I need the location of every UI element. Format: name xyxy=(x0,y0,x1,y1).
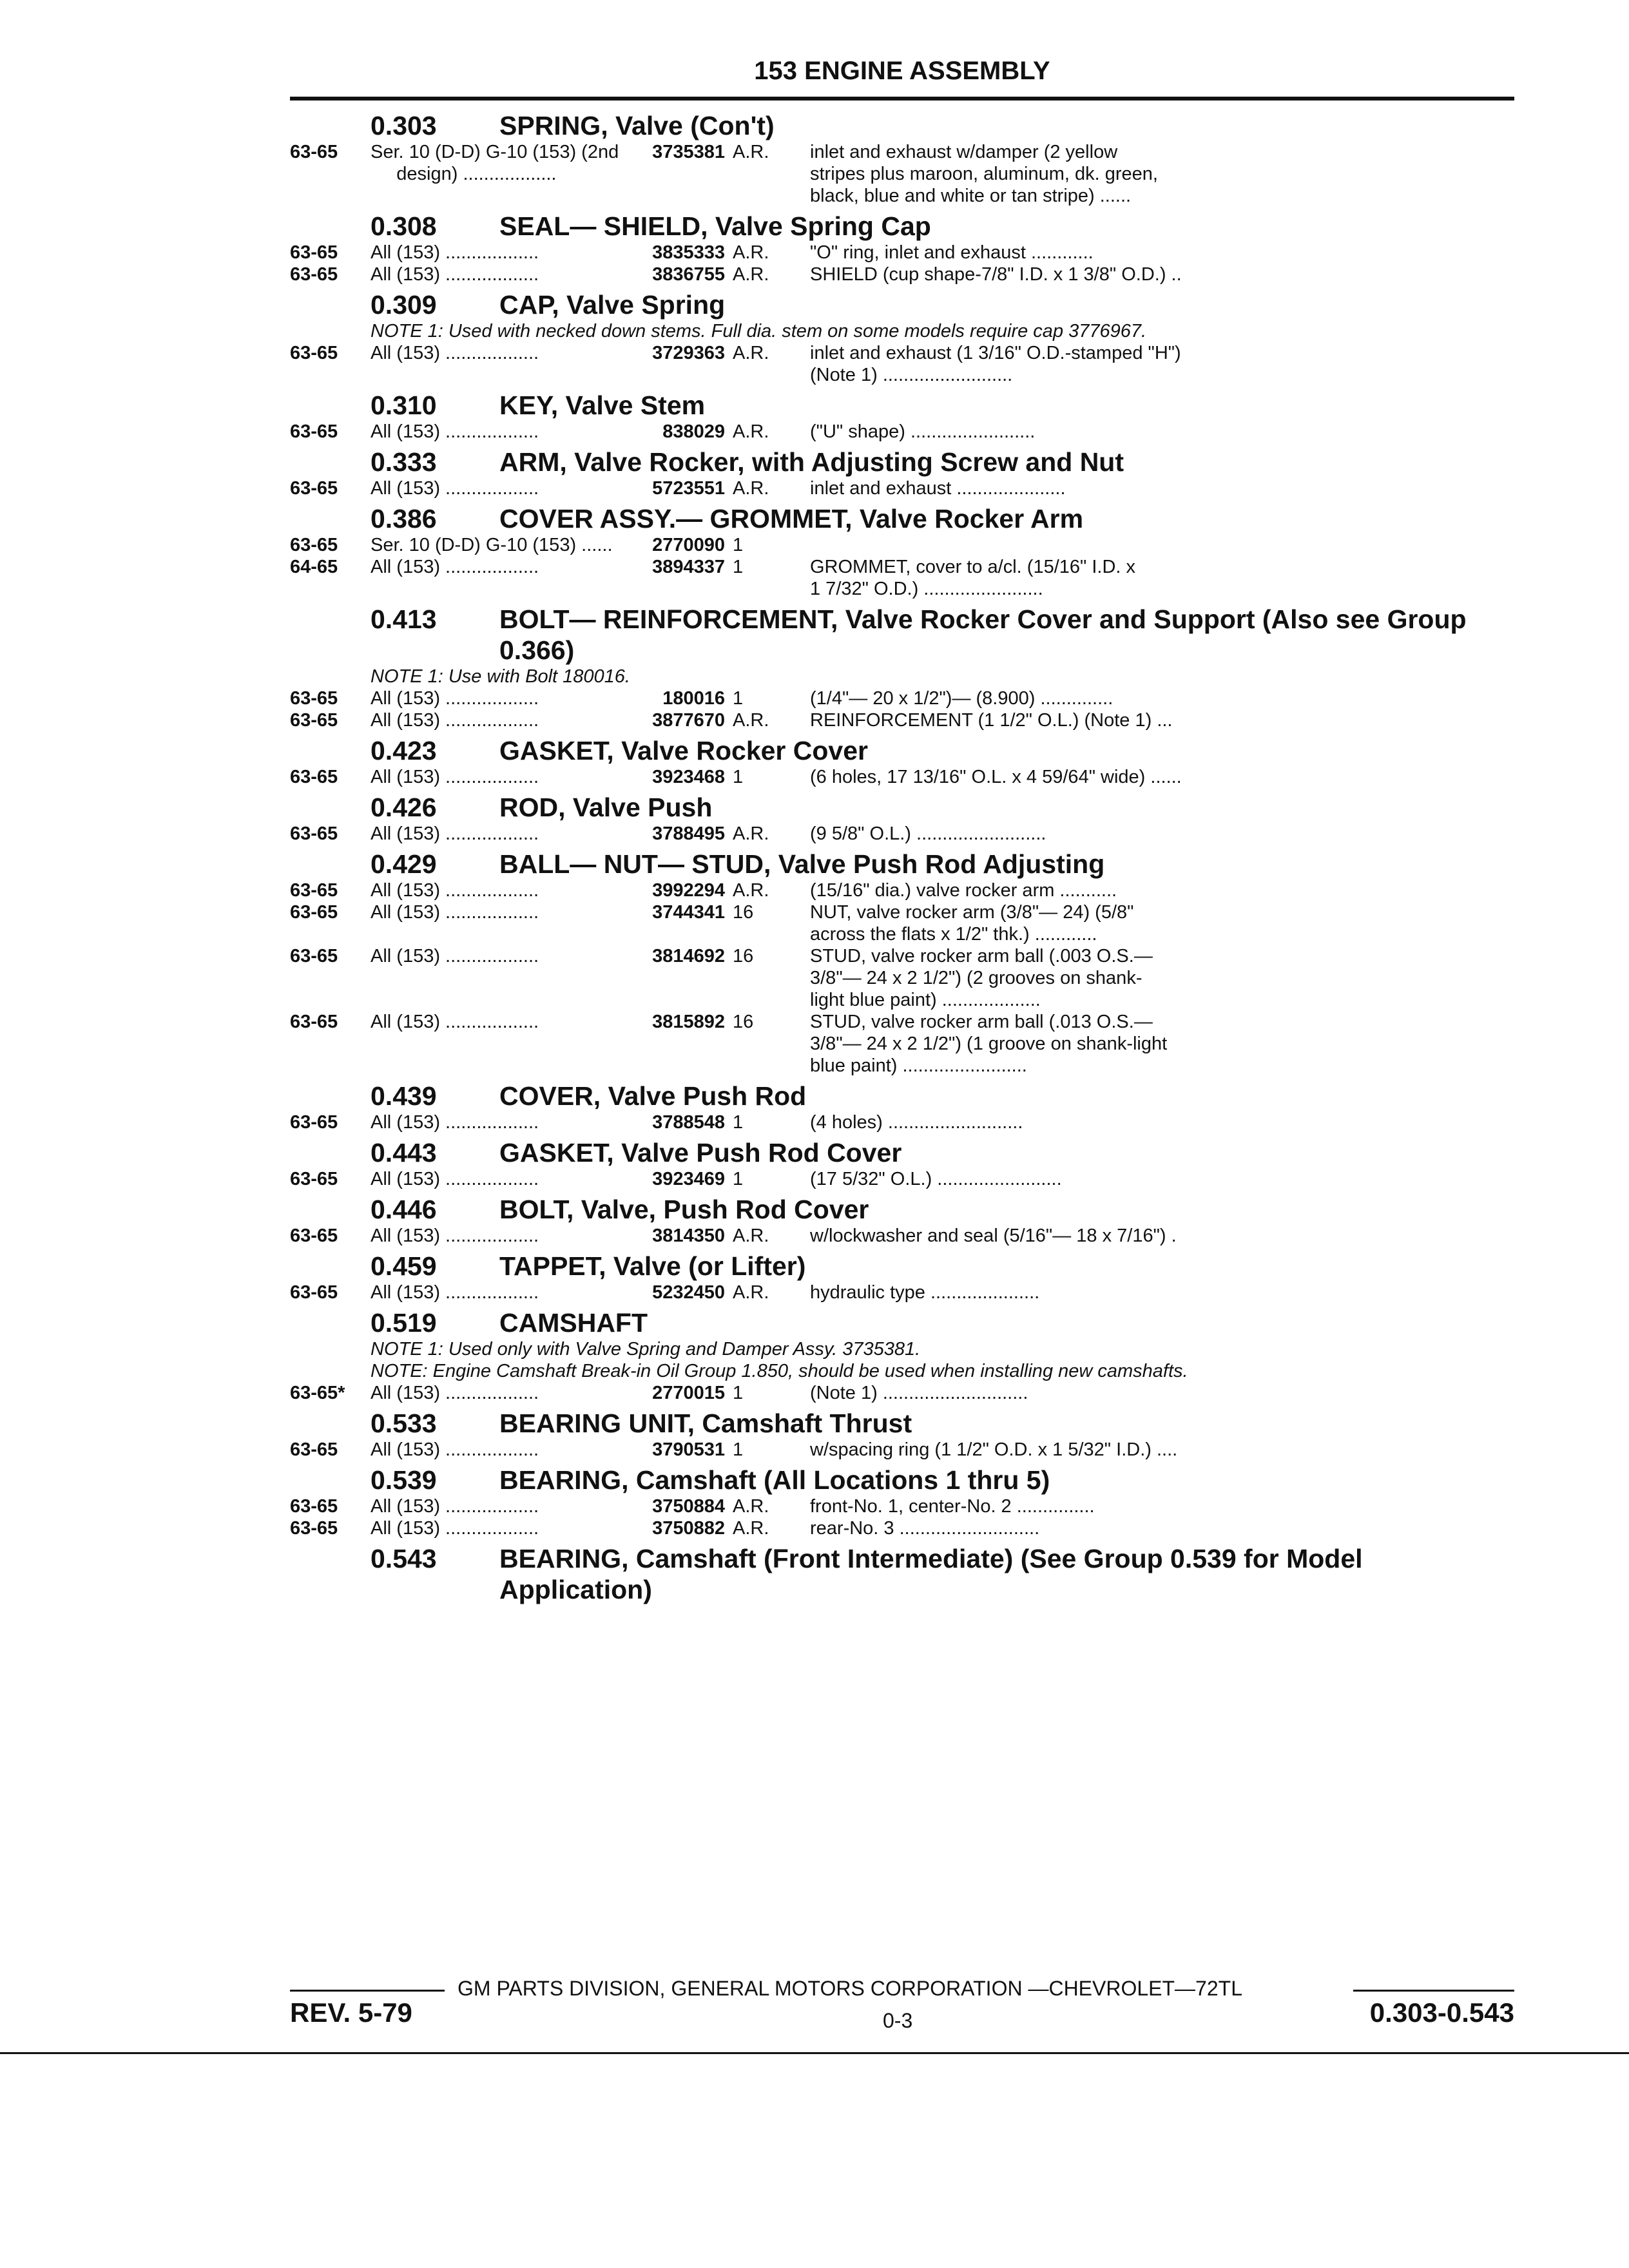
application: All (153) .................. xyxy=(371,1012,539,1032)
group-heading xyxy=(290,211,1514,242)
group-number: 0.303 xyxy=(371,111,437,140)
part-row xyxy=(290,1495,1514,1517)
group-heading xyxy=(290,792,1514,823)
part-number: 3735381 xyxy=(652,142,725,162)
part-row xyxy=(290,945,1514,1011)
part-number: 3877670 xyxy=(652,710,725,731)
part-row xyxy=(290,901,1514,945)
description: REINFORCEMENT (1 1/2" O.L.) (Note 1) ... xyxy=(810,710,1173,731)
group-title: CAMSHAFT xyxy=(499,1308,648,1338)
part-group xyxy=(290,1408,1514,1461)
model-years: 63-65 xyxy=(290,535,338,555)
application: All (153) .................. xyxy=(371,902,539,923)
description: inlet and exhaust ..................... xyxy=(810,478,1066,499)
part-row xyxy=(290,1382,1514,1404)
model-years: 63-65 xyxy=(290,1282,338,1303)
group-heading xyxy=(290,735,1514,766)
group-title: BEARING, Camshaft (All Locations 1 thru 5) xyxy=(499,1465,1050,1495)
part-row xyxy=(290,879,1514,901)
quantity: 1 xyxy=(733,688,744,709)
part-row xyxy=(290,1225,1514,1247)
part-row xyxy=(290,534,1514,556)
description: SHIELD (cup shape-7/8" I.D. x 1 3/8" O.D.) .. xyxy=(810,264,1182,285)
part-group xyxy=(290,503,1514,600)
description: front-No. 1, center-No. 2 ............... xyxy=(810,1496,1095,1517)
application: All (153) .................. xyxy=(371,478,539,499)
model-years: 64-65 xyxy=(290,557,338,577)
group-note: NOTE 1: Use with Bolt 180016. xyxy=(371,666,630,687)
model-years: 63-65 xyxy=(290,242,338,263)
group-note: NOTE 1: Used with necked down stems. Full dia. stem on some models require cap 3776967. xyxy=(371,321,1147,341)
part-number: 5723551 xyxy=(652,478,725,499)
application: Ser. 10 (D-D) G-10 (153) ...... xyxy=(371,535,613,555)
group-heading xyxy=(290,289,1514,320)
group-title: BOLT— REINFORCEMENT, Valve Rocker Cover and Support (Also see Group 0.366) xyxy=(499,604,1467,665)
group-number: 0.539 xyxy=(371,1465,437,1495)
application: All (153) .................. xyxy=(371,242,539,263)
part-group xyxy=(290,390,1514,443)
application: All (153) .................. xyxy=(371,767,539,787)
application: All (153) .................. xyxy=(371,1496,539,1517)
part-number: 3750884 xyxy=(652,1496,725,1517)
application: All (153) .................. xyxy=(371,1518,539,1539)
part-number: 3835333 xyxy=(652,242,725,263)
group-number: 0.519 xyxy=(371,1308,437,1338)
quantity: A.R. xyxy=(733,478,769,499)
bottom-rule xyxy=(0,2052,1629,2054)
group-title: COVER, Valve Push Rod xyxy=(499,1081,807,1111)
model-years: 63-65 xyxy=(290,880,338,901)
description: (9 5/8" O.L.) ......................... xyxy=(810,823,1046,844)
part-number: 3992294 xyxy=(652,880,725,901)
description: w/spacing ring (1 1/2" O.D. x 1 5/32" I.D.) .... xyxy=(810,1439,1178,1460)
group-number: 0.443 xyxy=(371,1138,437,1168)
model-years: 63-65* xyxy=(290,1383,345,1403)
part-group xyxy=(290,792,1514,845)
model-years: 63-65 xyxy=(290,946,338,966)
part-row xyxy=(290,141,1514,207)
description: "O" ring, inlet and exhaust ............ xyxy=(810,242,1094,263)
quantity: 16 xyxy=(733,902,754,923)
description: (4 holes) .......................... xyxy=(810,1112,1023,1133)
model-years: 63-65 xyxy=(290,478,338,499)
group-number: 0.413 xyxy=(371,604,437,634)
application: All (153) .................. xyxy=(371,880,539,901)
group-number: 0.309 xyxy=(371,290,437,320)
group-title: TAPPET, Valve (or Lifter) xyxy=(499,1251,806,1281)
quantity: 16 xyxy=(733,1012,754,1032)
group-title: KEY, Valve Stem xyxy=(499,390,706,420)
description: NUT, valve rocker arm (3/8"— 24) (5/8" across the flats x 1/2" thk.) ............ xyxy=(810,902,1134,945)
quantity: A.R. xyxy=(733,1225,769,1246)
part-row xyxy=(290,766,1514,788)
quantity: A.R. xyxy=(733,242,769,263)
application: All (153) .................. xyxy=(371,688,539,709)
part-number: 3814692 xyxy=(652,946,725,966)
part-group xyxy=(290,1543,1514,1605)
group-heading xyxy=(290,503,1514,534)
group-heading xyxy=(290,604,1514,666)
description: GROMMET, cover to a/cl. (15/16" I.D. x 1 7/32" O.D.) ....................... xyxy=(810,557,1136,599)
group-title: CAP, Valve Spring xyxy=(499,290,726,320)
part-group xyxy=(290,1137,1514,1190)
footer-rule-left xyxy=(290,1990,445,1992)
part-row xyxy=(290,709,1514,731)
model-years: 63-65 xyxy=(290,1225,338,1246)
application: All (153) .................. xyxy=(371,823,539,844)
model-years: 63-65 xyxy=(290,264,338,285)
application: All (153) .................. xyxy=(371,1112,539,1133)
part-group xyxy=(290,604,1514,731)
group-title: SEAL— SHIELD, Valve Spring Cap xyxy=(499,211,931,241)
description: (1/4"— 20 x 1/2")— (8.900) .............. xyxy=(810,688,1113,709)
part-row xyxy=(290,1282,1514,1303)
model-years: 63-65 xyxy=(290,1496,338,1517)
group-number: 0.446 xyxy=(371,1195,437,1224)
part-row xyxy=(290,264,1514,285)
page-title: 153 ENGINE ASSEMBLY xyxy=(754,57,1050,85)
group-number: 0.333 xyxy=(371,447,437,477)
application: All (153) .................. xyxy=(371,1383,539,1403)
description: (Note 1) ............................ xyxy=(810,1383,1028,1403)
group-note: NOTE: Engine Camshaft Break-in Oil Group 1.850, should be used when installing new camshafts. xyxy=(371,1361,1188,1381)
group-heading xyxy=(290,447,1514,477)
quantity: A.R. xyxy=(733,142,769,162)
group-title: BEARING, Camshaft (Front Intermediate) (See Group 0.539 for Model Application) xyxy=(499,1544,1363,1604)
part-group xyxy=(290,211,1514,285)
application: All (153) .................. xyxy=(371,557,539,577)
group-title: BOLT, Valve, Push Rod Cover xyxy=(499,1195,869,1224)
part-group xyxy=(290,110,1514,207)
quantity: A.R. xyxy=(733,1282,769,1303)
model-years: 63-65 xyxy=(290,688,338,709)
description: w/lockwasher and seal (5/16"— 18 x 7/16") . xyxy=(810,1225,1177,1246)
quantity: 1 xyxy=(733,535,744,555)
group-title: BALL— NUT— STUD, Valve Push Rod Adjusting xyxy=(499,849,1105,879)
application: All (153) .................. xyxy=(371,946,539,966)
application: All (153) .................. xyxy=(371,1169,539,1189)
part-group xyxy=(290,849,1514,1077)
part-row xyxy=(290,1517,1514,1539)
part-row xyxy=(290,477,1514,499)
description: hydraulic type ..................... xyxy=(810,1282,1040,1303)
part-number: 838029 xyxy=(662,421,725,442)
group-number: 0.386 xyxy=(371,504,437,533)
quantity: 1 xyxy=(733,767,744,787)
group-number: 0.310 xyxy=(371,390,437,420)
group-number: 0.533 xyxy=(371,1408,437,1438)
group-heading xyxy=(290,1251,1514,1282)
quantity: A.R. xyxy=(733,421,769,442)
group-title: ROD, Valve Push xyxy=(499,793,713,822)
part-number: 3750882 xyxy=(652,1518,725,1539)
description: STUD, valve rocker arm ball (.003 O.S.— 3/8"— 24 x 2 1/2") (2 grooves on shank- light blue paint) ................... xyxy=(810,946,1153,1010)
part-row xyxy=(290,1168,1514,1190)
part-number: 3814350 xyxy=(652,1225,725,1246)
description: ("U" shape) ........................ xyxy=(810,421,1036,442)
quantity: A.R. xyxy=(733,880,769,901)
quantity: 1 xyxy=(733,1439,744,1460)
part-row xyxy=(290,1011,1514,1077)
part-number: 3923469 xyxy=(652,1169,725,1189)
description: rear-No. 3 ........................... xyxy=(810,1518,1040,1539)
quantity: A.R. xyxy=(733,710,769,731)
description: (17 5/32" O.L.) ........................ xyxy=(810,1169,1062,1189)
group-heading xyxy=(290,1465,1514,1495)
group-number: 0.543 xyxy=(371,1544,437,1573)
group-number: 0.308 xyxy=(371,211,437,241)
application: All (153) .................. xyxy=(371,710,539,731)
description: inlet and exhaust w/damper (2 yellow stripes plus maroon, aluminum, dk. green, black, blue and white or tan stripe) ...... xyxy=(810,142,1158,206)
application: All (153) .................. xyxy=(371,343,539,363)
part-row xyxy=(290,421,1514,443)
group-heading xyxy=(290,1408,1514,1439)
application: All (153) .................. xyxy=(371,421,539,442)
parts-list xyxy=(290,106,1514,1605)
group-title: GASKET, Valve Rocker Cover xyxy=(499,736,868,765)
part-number: 3729363 xyxy=(652,343,725,363)
group-number: 0.429 xyxy=(371,849,437,879)
part-number: 3836755 xyxy=(652,264,725,285)
footer-rule-right xyxy=(1353,1990,1514,1992)
part-number: 3894337 xyxy=(652,557,725,577)
group-heading xyxy=(290,1194,1514,1225)
part-number: 3788495 xyxy=(652,823,725,844)
part-group xyxy=(290,1194,1514,1247)
group-heading xyxy=(290,1307,1514,1338)
part-group xyxy=(290,1081,1514,1133)
model-years: 63-65 xyxy=(290,142,338,162)
part-number: 5232450 xyxy=(652,1282,725,1303)
application: All (153) .................. xyxy=(371,1282,539,1303)
part-row xyxy=(290,342,1514,386)
quantity: 1 xyxy=(733,1169,744,1189)
revision-label: REV. 5-79 xyxy=(290,1997,412,2028)
model-years: 63-65 xyxy=(290,1012,338,1032)
quantity: A.R. xyxy=(733,1496,769,1517)
quantity: A.R. xyxy=(733,343,769,363)
quantity: A.R. xyxy=(733,1518,769,1539)
part-row xyxy=(290,242,1514,264)
group-number: 0.423 xyxy=(371,736,437,765)
group-number: 0.439 xyxy=(371,1081,437,1111)
quantity: 1 xyxy=(733,1383,744,1403)
footer-corporation: GM PARTS DIVISION, GENERAL MOTORS CORPORATION —CHEVROLET—72TL xyxy=(458,1977,1242,2000)
part-row xyxy=(290,1111,1514,1133)
group-number: 0.426 xyxy=(371,793,437,822)
group-note: NOTE 1: Used only with Valve Spring and Damper Assy. 3735381. xyxy=(371,1339,921,1360)
part-group xyxy=(290,1251,1514,1303)
part-number: 3923468 xyxy=(652,767,725,787)
part-row xyxy=(290,687,1514,709)
part-number: 180016 xyxy=(662,688,725,709)
header-rule xyxy=(290,97,1514,101)
quantity: 1 xyxy=(733,557,744,577)
group-number: 0.459 xyxy=(371,1251,437,1281)
model-years: 63-65 xyxy=(290,1518,338,1539)
page-number: 0-3 xyxy=(883,2009,913,2032)
quantity: A.R. xyxy=(733,823,769,844)
part-number: 3790531 xyxy=(652,1439,725,1460)
model-years: 63-65 xyxy=(290,1169,338,1189)
part-number: 3788548 xyxy=(652,1112,725,1133)
part-group xyxy=(290,447,1514,499)
group-heading xyxy=(290,110,1514,141)
part-row xyxy=(290,556,1514,600)
group-range: 0.303-0.543 xyxy=(1369,1997,1514,2028)
model-years: 63-65 xyxy=(290,823,338,844)
quantity: 1 xyxy=(733,1112,744,1133)
description: (15/16" dia.) valve rocker arm ........... xyxy=(810,880,1117,901)
quantity: A.R. xyxy=(733,264,769,285)
group-title: GASKET, Valve Push Rod Cover xyxy=(499,1138,902,1168)
part-group xyxy=(290,289,1514,386)
part-number: 2770015 xyxy=(652,1383,725,1403)
description: inlet and exhaust (1 3/16" O.D.-stamped "H") (Note 1) ......................... xyxy=(810,343,1181,385)
application: All (153) .................. xyxy=(371,264,539,285)
description: (6 holes, 17 13/16" O.L. x 4 59/64" wide) ...... xyxy=(810,767,1182,787)
model-years: 63-65 xyxy=(290,1439,338,1460)
group-heading xyxy=(290,1081,1514,1111)
part-group xyxy=(290,1307,1514,1404)
group-title: SPRING, Valve (Con't) xyxy=(499,111,775,140)
application: All (153) .................. xyxy=(371,1439,539,1460)
application: All (153) .................. xyxy=(371,1225,539,1246)
model-years: 63-65 xyxy=(290,767,338,787)
model-years: 63-65 xyxy=(290,1112,338,1133)
application: Ser. 10 (D-D) G-10 (153) (2nd design) .................. xyxy=(371,142,619,184)
part-row xyxy=(290,823,1514,845)
part-number: 3744341 xyxy=(652,902,725,923)
model-years: 63-65 xyxy=(290,902,338,923)
part-number: 2770090 xyxy=(652,535,725,555)
model-years: 63-65 xyxy=(290,421,338,442)
group-heading xyxy=(290,1137,1514,1168)
model-years: 63-65 xyxy=(290,343,338,363)
group-title: ARM, Valve Rocker, with Adjusting Screw and Nut xyxy=(499,447,1124,477)
quantity: 16 xyxy=(733,946,754,966)
group-heading xyxy=(290,390,1514,421)
group-title: BEARING UNIT, Camshaft Thrust xyxy=(499,1408,912,1438)
part-row xyxy=(290,1439,1514,1461)
group-heading xyxy=(290,1543,1514,1605)
part-number: 3815892 xyxy=(652,1012,725,1032)
group-heading xyxy=(290,849,1514,879)
part-group xyxy=(290,1465,1514,1539)
model-years: 63-65 xyxy=(290,710,338,731)
description: STUD, valve rocker arm ball (.013 O.S.— 3/8"— 24 x 2 1/2") (1 groove on shank-light blue paint) ........................ xyxy=(810,1012,1168,1076)
part-group xyxy=(290,735,1514,788)
group-title: COVER ASSY.— GROMMET, Valve Rocker Arm xyxy=(499,504,1084,533)
